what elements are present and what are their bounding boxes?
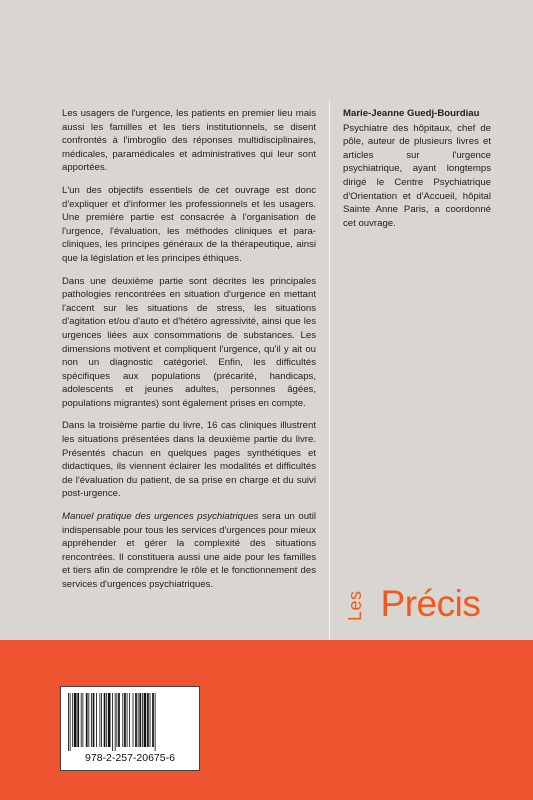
paragraph-2: L'un des objectifs essentiels de cet ouvrage est donc d'expliquer et d'informer les professionnels et les usagers. Une première partie est consacrée à l'organisation de l'urgence, l'évaluation, les méthodes cliniques et para-cliniques, les principes généraux de la thérapeutique, ainsi que la législation et les principes éthiques. [62, 184, 316, 264]
column-divider [329, 100, 330, 640]
paragraph-5 [62, 510, 316, 592]
paragraph-3: Dans une deuxième partie sont décrites les principales pathologies rencontrées en situation d'urgence en mettant l'accent sur les situations de stress, les situations d'agitation et/ou d'auto et d'hétéro agressivité, ainsi que les urgences liées aux consommations de substances. Les dimensions motivent et compliquent l'urgence, qu'il y ait ou non un diagnostic catégoriel. Enfin, les difficultés spécifiques aux populations (précarité, handicaps, adolescents et jeunes adultes, personnes âgées, populations migrantes) sont également prises en compte. [62, 275, 316, 409]
collection-logo-word: Précis [380, 583, 481, 624]
isbn-number: 978-2-257-20675-6 [85, 752, 175, 764]
author-bio: Psychiatre des hôpitaux, chef de pôle, auteur de plusieurs livres et articles sur l'urgence psychiatrique, ayant longtemps dirigé le Centre Psychiatrique d'Orientation et d'Accueil, hôpital Sainte Anne Paris, a coordonné cet ouvrage. [343, 122, 491, 229]
book-title: Manuel pratique des urgences psychiatriques [62, 511, 259, 523]
paragraph-5-rest: sera un outil indispensable pour tous les services d'urgences pour mieux appréhender et gérer la complexité des situations rencontrées. Il constituera aussi une aide pour les familles et tiers afin de comprendre le rôle et le fonctionnement des services d'urgences psychiatriques. [62, 511, 316, 590]
barcode-box [60, 686, 200, 771]
collection-logo-prefix: Les [345, 590, 365, 621]
collection-logo [345, 583, 481, 624]
paragraph-1: Les usagers de l'urgence, les patients en premier lieu mais aussi les familles et les tiers institutionnels, se disent confrontés à l'imbroglio des réponses multidisciplinaires, médicales, paramédicales et administratives qui leur sont apportées. [62, 108, 316, 174]
barcode-icon [66, 693, 194, 751]
paragraph-4: Dans la troisième partie du livre, 16 cas cliniques illustrent les situations présentées dans la deuxième partie du livre. Présentés chacun en quelques pages synthétiques et didactiques, ils viennent éclairer les modalités et difficultés de l'évaluation du patient, de sa prise en charge et du suivi post-urgence. [62, 420, 316, 500]
author-name: Marie-Jeanne Guedj-Bourdiau [343, 108, 480, 119]
description-text [62, 107, 316, 601]
author-block [343, 107, 491, 230]
